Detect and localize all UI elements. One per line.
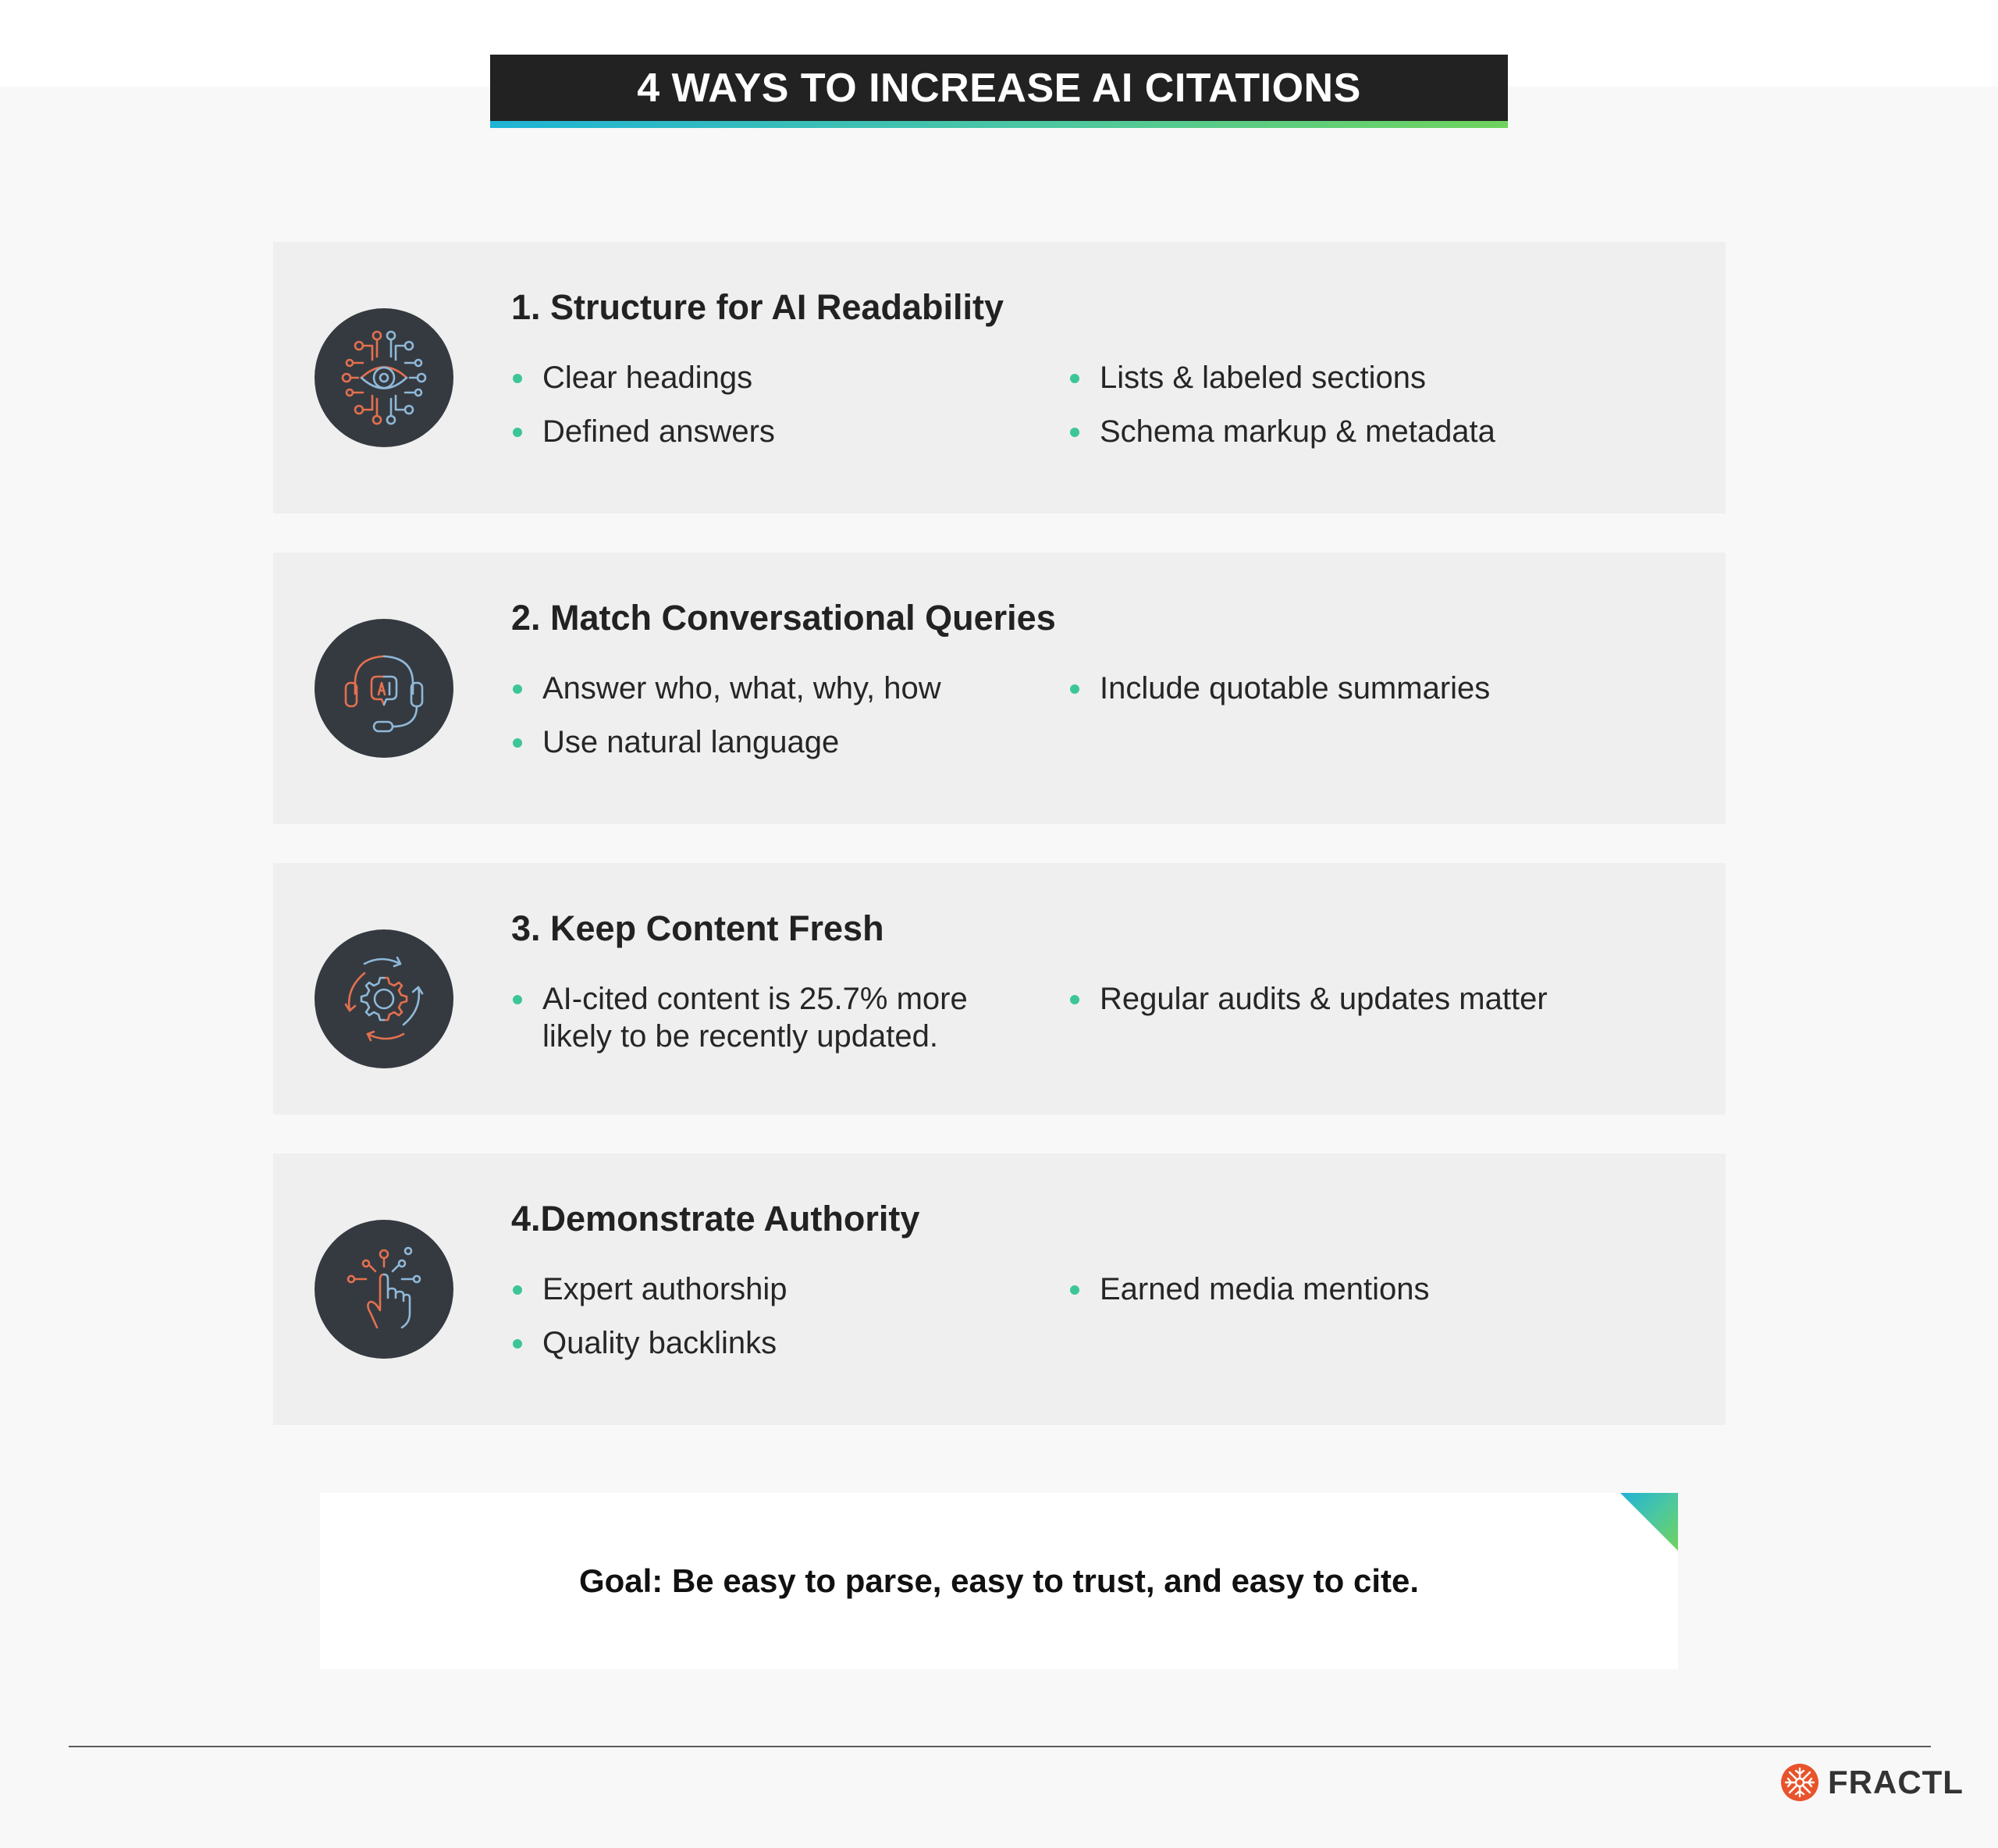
gear-refresh-icon: [315, 929, 453, 1068]
goal-statement: Goal: Be easy to parse, easy to trust, and easy to cite.: [578, 1562, 1420, 1599]
fractl-logo-icon: [1779, 1762, 1820, 1803]
card-title: 3. Keep Content Fresh: [511, 908, 884, 948]
card-structure: [273, 242, 1726, 514]
corner-accent: [1620, 1493, 1678, 1551]
bullet-item: AI-cited content is 25.7% more: [542, 982, 968, 1016]
logo-wordmark: FRACTL: [1828, 1764, 1964, 1800]
card-authority: [273, 1153, 1726, 1425]
footer-divider: [69, 1746, 1931, 1747]
title-banner: [490, 55, 1508, 128]
title-accent-bar: [490, 121, 1508, 128]
card-title: 2. Match Conversational Queries: [511, 598, 1056, 638]
bullet-item: Schema markup & metadata: [1100, 414, 1495, 449]
ai-headset-icon: [315, 619, 453, 758]
page-title: 4 WAYS TO INCREASE AI CITATIONS: [637, 66, 1361, 111]
bullet-item: Include quotable summaries: [1100, 671, 1491, 705]
card-conversational: [273, 553, 1726, 824]
bullet-item: Quality backlinks: [542, 1326, 777, 1360]
bullet-item: Clear headings: [542, 361, 753, 395]
bullet-item: Use natural language: [542, 725, 840, 759]
eye-circuit-icon: [315, 308, 453, 447]
bullet-item: Earned media mentions: [1100, 1272, 1430, 1306]
card-title: 1. Structure for AI Readability: [511, 287, 1004, 327]
footer-logo: [1779, 1762, 1964, 1803]
card-fresh: [273, 863, 1726, 1114]
bullet-item: Regular audits & updates matter: [1100, 982, 1548, 1016]
bullet-item: Answer who, what, why, how: [542, 671, 941, 705]
bullet-continuation: likely to be recently updated.: [542, 1019, 938, 1054]
bullet-item: Expert authorship: [542, 1272, 787, 1306]
card-title: 4.Demonstrate Authority: [511, 1199, 920, 1239]
bullet-item: Lists & labeled sections: [1100, 361, 1427, 395]
bullet-item: Defined answers: [542, 414, 775, 449]
goal-box: [320, 1493, 1678, 1669]
hand-touch-icon: [315, 1220, 453, 1359]
